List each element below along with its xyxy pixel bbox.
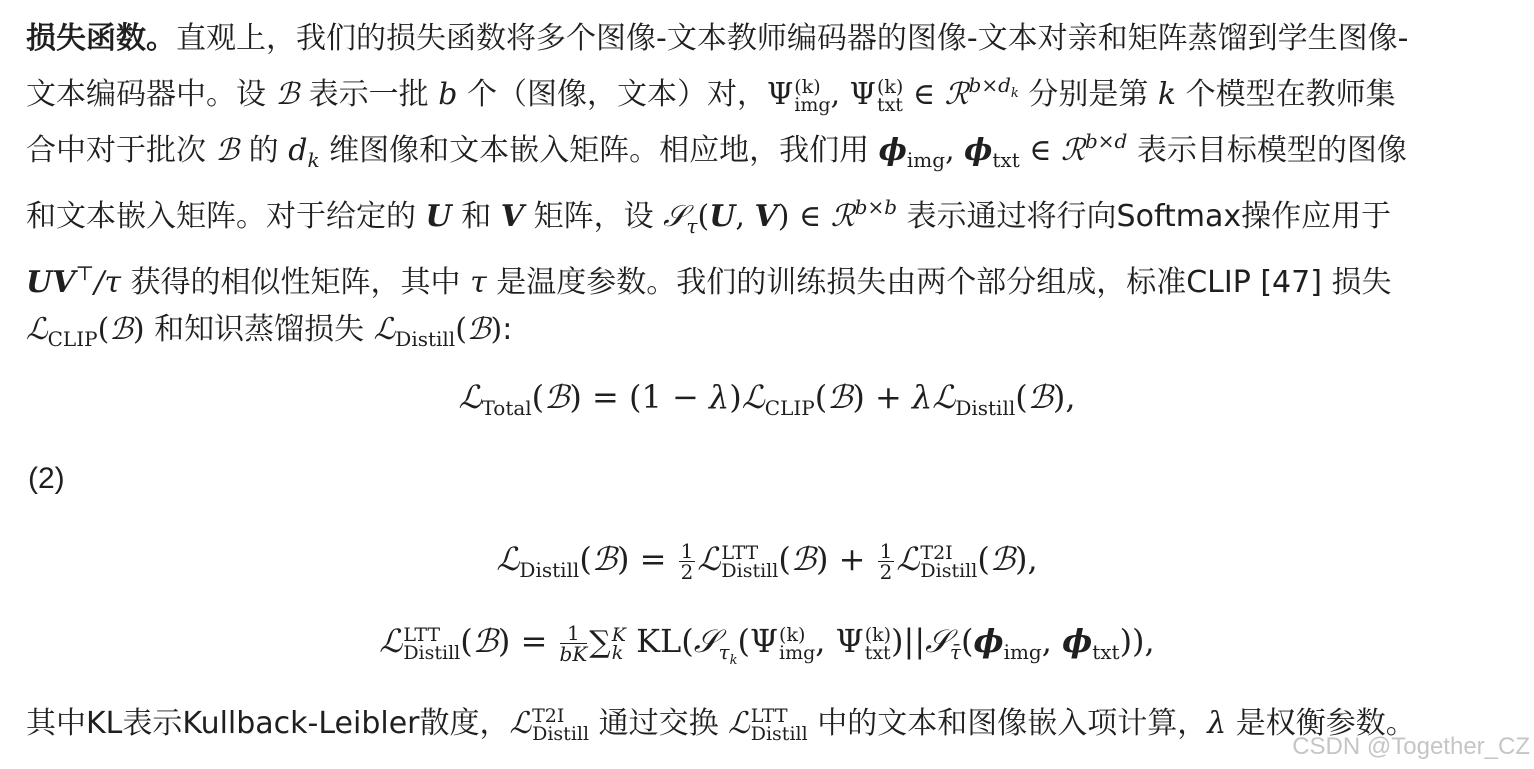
paragraph-loss-function bbox=[26, 15, 1516, 363]
line-4: 和文本嵌入矩阵。对于给定的 U 和 V 矩阵，设 𝒮$_\tau$(U, V) ∈ ℛ$^{b\times b}$ 表示通过将行向Softmax操作应用于 bbox=[26, 195, 1392, 238]
line-6: ℒ$_{CLIP}$(ℬ) 和知识蒸馏损失 ℒ$_{Distill}$(ℬ): bbox=[26, 312, 513, 351]
equation-total-loss: ℒ$_{Total}$(ℬ) = (1 − λ)ℒ$_{CLIP}$(ℬ) + λℒ$_{Distill}$(ℬ), bbox=[458, 378, 1076, 420]
line-3: 合中对于批次 ℬ 的 $d_k$ 维图像和文本嵌入矩阵。相应地，我们用 $\phi_{img}$, $\phi_{txt}$ ∈ ℛ$^{b\times d}$ 表示目标模型的图像 bbox=[26, 129, 1407, 172]
line-5: UV⊤/τ 获得的相似性矩阵，其中 τ 是温度参数。我们的训练损失由两个部分组成，标准CLIP [47] 损失 bbox=[26, 261, 1392, 300]
equation-ltt-loss: ℒ LTT Distill (ℬ) = $\frac{1}{bK}$ ∑ K k KL(𝒮$_{\tau_k}$(Ψ (k) img , Ψ (k) txt )$||𝒮_{\taū}(\phi_{img}$, $\phi_{txt}$)), bbox=[379, 621, 1155, 668]
watermark: CSDN @Together_CZ bbox=[1292, 733, 1530, 760]
line-1: 损失函数。直观上，我们的损失函数将多个图像-文本教师编码器的图像-文本对亲和矩阵蒸馏到学生图像- bbox=[26, 21, 1409, 56]
line-2: 文本编码器中。设 ℬ 表示一批 b 个（图像，文本）对，Ψ (k) img , Ψ (k) txt ∈ ℛ$^{b\times d_k}$ 分别是第 k 个模型在教师集 bbox=[26, 73, 1396, 116]
section-heading: 损失函数。 bbox=[26, 21, 176, 56]
equation-distill-loss: ℒ$_{Distill}$(ℬ) = $\frac{1}{2}$ ℒ LTT Distill (ℬ) + $\frac{1}{2}$ ℒ T2I Distill (ℬ), bbox=[496, 539, 1038, 584]
equation-number: (2) bbox=[28, 462, 65, 495]
paragraph-kl-explanation: 其中KL表示Kullback-Leibler散度，ℒ T2I Distill 通过交换 ℒ LTT Distill 中的文本和图像嵌入项计算，λ 是权衡参数。 bbox=[26, 704, 1416, 745]
